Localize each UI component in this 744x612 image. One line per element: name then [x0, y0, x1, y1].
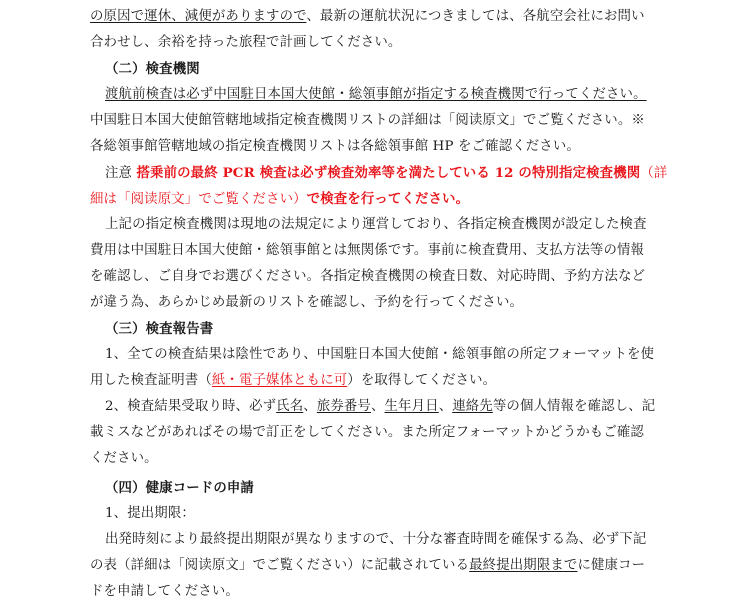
text-line-17: 載ミスなどがあればその場で訂正をしてください。また所定フォーマットかどうかもご確認	[90, 425, 644, 440]
text-line-9: 上記の指定検査機関は現地の法規定により運営しており、各指定検査機関が設定した検査	[105, 217, 647, 232]
text-line-22: の表（詳細は「阅读原文」でご覧ください）に記載されている最終提出期限までに健康コー	[90, 558, 646, 573]
text-line-6: 各総領事館管轄地域の指定検査機関リストは各総領事館 HP をご確認ください。	[90, 139, 580, 154]
text-line-5: 中国駐日本国大使館管轄地域指定検査機関リストの詳細は「阅读原文」でご覧ください。※	[90, 113, 645, 128]
section-heading-4: （四）健康コードの申請	[105, 480, 254, 496]
text-line-21: 出発時刻により最終提出期限が異なりますので、十分な審査時間を確保する為、必ず下記	[105, 532, 647, 547]
text-line-10: 費用は中国駐日本国大使館・総領事館とは無関係です。事前に検査費用、支払方法等の情報	[90, 243, 645, 258]
text-line-20: 1、提出期限：	[105, 506, 195, 521]
text-line-15: 用した検査証明書（紙・電子媒体ともに可）を取得してください。	[90, 373, 497, 388]
text-line-2: 合わせし、余裕を持った旅程で計画してください。	[90, 35, 402, 50]
underlined-text: の原因で運休、減便がありますので	[90, 9, 307, 24]
notice-line-1: 注意 搭乗前の最終 PCR 検査は必ず検査効率等を満たしている 12 の特別指定検査機関（詳	[105, 165, 668, 181]
text-line-1: の原因で運休、減便がありますので、最新の運航状況につきましては、各航空会社にお問い	[90, 9, 645, 24]
text-line-14: 1、全ての検査結果は陰性であり、中国駐日本国大使館・総領事館の所定フォーマットを使	[105, 347, 655, 362]
text-line-4: 渡航前検査は必ず中国駐日本国大使館・総領事館が指定する検査機関で行ってください。	[105, 87, 647, 102]
text-line-18: ください。	[90, 451, 158, 466]
text-line-23: ドを申請してください。	[90, 584, 239, 599]
section-heading-3: （三）検査報告書	[105, 321, 214, 337]
section-heading-2: （二）検査機関	[105, 61, 200, 77]
notice-line-2: 細は「阅读原文」でご覧ください）で検査を行ってください。	[90, 191, 470, 207]
paper-electronic-note: 紙・電子媒体ともに可	[211, 373, 348, 388]
text-line-16: 2、検査結果受取り時、必ず氏名、旅券番号、生年月日、連絡先等の個人情報を確認し、記	[105, 399, 656, 414]
text-line-11: を確認し、ご自身でお選びください。各指定検査機関の検査日数、対応時間、予約方法など	[90, 269, 646, 284]
notice-bold-red: 搭乗前の最終 PCR 検査は必ず検査効率等を満たしている 12 の特別指定検査機関	[136, 165, 641, 181]
text-line-12: が違う為、あらかじめ最新のリストを確認し、予約を行ってください。	[90, 295, 524, 310]
